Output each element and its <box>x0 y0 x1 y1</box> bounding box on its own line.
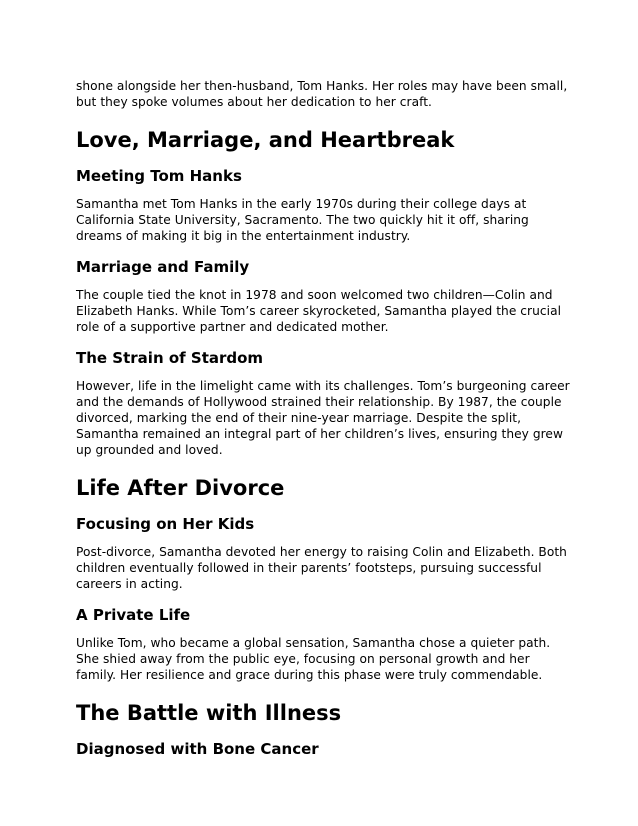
subheading-a-private-life: A Private Life <box>76 606 191 624</box>
subheading-focusing-on-her-kids: Focusing on Her Kids <box>76 515 255 533</box>
paragraph-strain-of-stardom: However, life in the limelight came with its challenges. Tom’s burgeoning career and the demands of Hollywood strained their relationship. By 1987, the couple divorced, marking the end of their nine-year marriage. Despite the split, Samantha remained an integral part of her children’s lives, ensuring they grew up grounded and loved. <box>76 379 570 457</box>
subheading-diagnosed-with-bone-cancer: Diagnosed with Bone Cancer <box>76 740 319 758</box>
document-page <box>76 78 570 759</box>
paragraph-a-private-life: Unlike Tom, who became a global sensation, Samantha chose a quieter path. She shied away from the public eye, focusing on personal growth and her family. Her resilience and grace during this phase were truly commendable. <box>76 636 551 682</box>
subheading-strain-of-stardom: The Strain of Stardom <box>76 349 264 367</box>
paragraph-marriage-and-family: The couple tied the knot in 1978 and soon welcomed two children—Colin and Elizabeth Hanks. While Tom’s career skyrocketed, Samantha played the crucial role of a supportive partner and dedicated mother. <box>76 288 562 334</box>
paragraph-focusing-on-her-kids: Post-divorce, Samantha devoted her energy to raising Colin and Elizabeth. Both children eventually followed in their parents’ footsteps, pursuing successful careers in acting. <box>76 545 567 591</box>
section-heading-life-after-divorce: Life After Divorce <box>76 476 285 500</box>
subheading-meeting-tom-hanks: Meeting Tom Hanks <box>76 167 242 185</box>
subheading-marriage-and-family: Marriage and Family <box>76 258 250 276</box>
section-heading-love-marriage: Love, Marriage, and Heartbreak <box>76 128 455 152</box>
section-heading-battle-with-illness: The Battle with Illness <box>76 701 342 725</box>
intro-paragraph: shone alongside her then-husband, Tom Hanks. Her roles may have been small, but they spoke volumes about her dedication to her craft. <box>76 79 568 109</box>
paragraph-meeting-tom-hanks: Samantha met Tom Hanks in the early 1970s during their college days at California State University, Sacramento. The two quickly hit it off, sharing dreams of making it big in the entertainment industry. <box>76 197 529 243</box>
